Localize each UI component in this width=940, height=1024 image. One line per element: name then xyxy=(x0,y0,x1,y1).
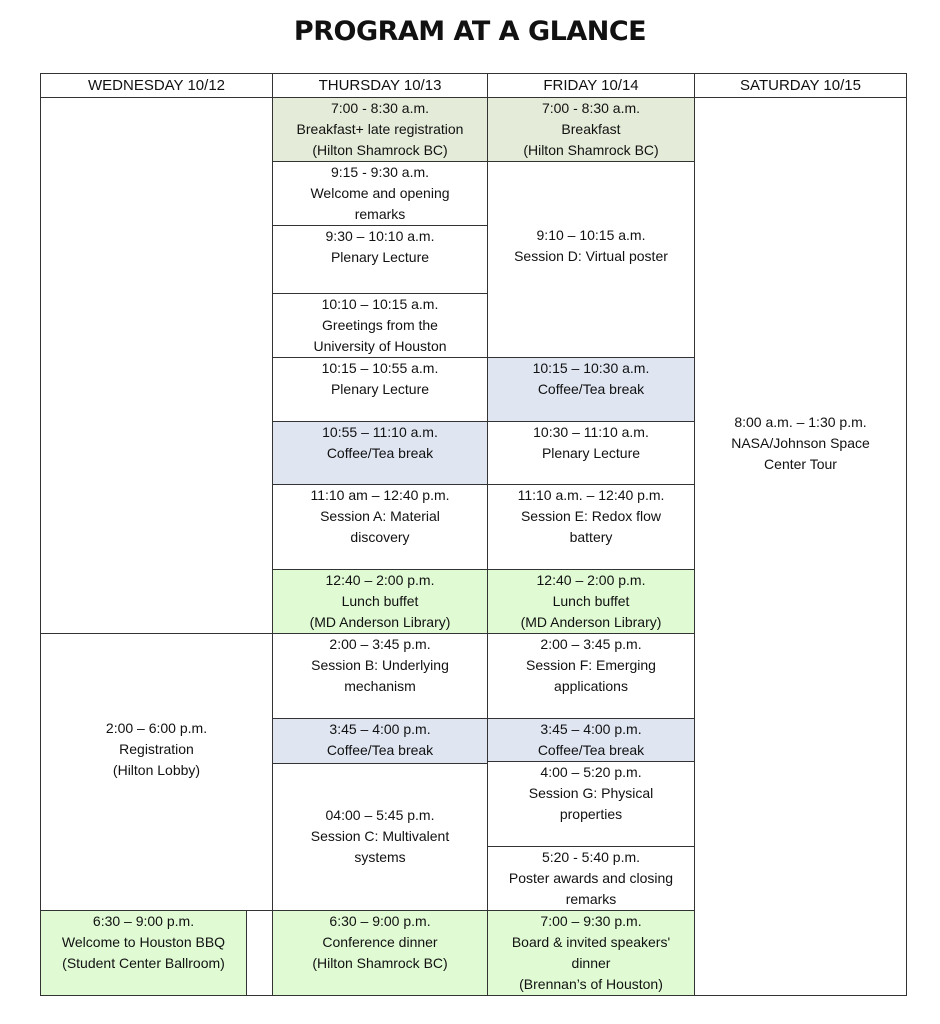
sat-tour-title: NASA/Johnson Space xyxy=(731,435,870,451)
thu-greetings-title: Greetings from the xyxy=(322,317,438,333)
thu-session-a-title: Session A: Material xyxy=(320,508,440,524)
header-friday: FRIDAY 10/14 xyxy=(487,73,695,98)
fri-session-g-title-2: properties xyxy=(559,806,623,822)
wed-bbq-time: 6:30 – 9:00 p.m. xyxy=(92,913,195,929)
thu-session-a-title-2: discovery xyxy=(350,529,410,545)
fri-coffee-2 xyxy=(487,718,695,762)
thu-greetings-title-2: University of Houston xyxy=(313,338,447,354)
header-wednesday: WEDNESDAY 10/12 xyxy=(40,73,273,98)
wed-bottom-edge xyxy=(246,995,273,996)
fri-session-f xyxy=(487,633,695,719)
fri-awards-title-2: remarks xyxy=(565,891,617,907)
thu-breakfast-title: Breakfast+ late registration xyxy=(296,121,464,137)
wed-bbq-location: (Student Center Ballroom) xyxy=(62,955,225,971)
fri-coffee-1-title: Coffee/Tea break xyxy=(537,381,645,397)
header-thursday: THURSDAY 10/13 xyxy=(272,73,488,98)
fri-session-e-time: 11:10 a.m. – 12:40 p.m. xyxy=(517,487,665,503)
fri-lunch xyxy=(487,569,695,634)
thu-plenary-2-time: 10:15 – 10:55 a.m. xyxy=(321,360,439,376)
fri-awards-time: 5:20 - 5:40 p.m. xyxy=(541,849,641,865)
fri-breakfast-location: (Hilton Shamrock BC) xyxy=(523,142,659,158)
page-title: PROGRAM AT A GLANCE xyxy=(293,16,647,47)
fri-plenary xyxy=(487,421,695,485)
thu-session-a xyxy=(272,484,488,570)
fri-dinner-time: 7:00 – 9:30 p.m. xyxy=(540,913,642,929)
wed-registration-location: (Hilton Lobby) xyxy=(112,762,201,778)
thu-coffee-2-time: 3:45 – 4:00 p.m. xyxy=(329,721,431,737)
thu-greetings-time: 10:10 – 10:15 a.m. xyxy=(321,296,439,312)
fri-coffee-1 xyxy=(487,357,695,422)
fri-session-g-title: Session G: Physical xyxy=(528,785,654,801)
thu-breakfast-time: 7:00 - 8:30 a.m. xyxy=(330,100,430,116)
thu-session-c xyxy=(272,763,488,911)
fri-session-e-title: Session E: Redox flow xyxy=(520,508,662,524)
thu-welcome xyxy=(272,161,488,226)
fri-coffee-2-title: Coffee/Tea break xyxy=(537,742,645,758)
thu-plenary-1-time: 9:30 – 10:10 a.m. xyxy=(325,228,435,244)
thu-lunch xyxy=(272,569,488,634)
fri-session-g-time: 4:00 – 5:20 p.m. xyxy=(540,764,642,780)
fri-session-f-time: 2:00 – 3:45 p.m. xyxy=(540,636,642,652)
wed-bbq-title: Welcome to Houston BBQ xyxy=(61,934,226,950)
fri-coffee-2-time: 3:45 – 4:00 p.m. xyxy=(540,721,642,737)
thu-welcome-title-2: remarks xyxy=(354,206,406,222)
thu-breakfast xyxy=(272,97,488,162)
fri-breakfast xyxy=(487,97,695,162)
thu-session-b-title: Session B: Underlying xyxy=(311,657,449,673)
thu-coffee-1 xyxy=(272,421,488,485)
fri-session-d-time: 9:10 – 10:15 a.m. xyxy=(536,227,646,243)
thu-lunch-location: (MD Anderson Library) xyxy=(309,614,451,630)
sat-tour xyxy=(694,97,907,996)
fri-plenary-time: 10:30 – 11:10 a.m. xyxy=(533,424,649,440)
fri-lunch-location: (MD Anderson Library) xyxy=(520,614,662,630)
thu-plenary-1-title: Plenary Lecture xyxy=(330,249,430,265)
thu-welcome-title: Welcome and opening xyxy=(310,185,450,201)
fri-dinner-title-2: dinner xyxy=(571,955,611,971)
fri-dinner xyxy=(487,910,695,996)
wed-registration-time: 2:00 – 6:00 p.m. xyxy=(105,720,208,736)
wed-bbq xyxy=(40,910,247,996)
thu-greetings xyxy=(272,293,488,358)
fri-awards-title: Poster awards and closing xyxy=(508,870,674,886)
thu-welcome-time: 9:15 - 9:30 a.m. xyxy=(330,164,430,180)
thu-lunch-time: 12:40 – 2:00 p.m. xyxy=(325,572,435,588)
thu-coffee-1-time: 10:55 – 11:10 a.m. xyxy=(322,424,438,440)
fri-lunch-title: Lunch buffet xyxy=(552,593,630,609)
thu-session-c-title: Session C: Multivalent xyxy=(310,828,450,844)
wed-registration-title: Registration xyxy=(119,741,194,757)
header-saturday: SATURDAY 10/15 xyxy=(694,73,907,98)
thu-session-b-time: 2:00 – 3:45 p.m. xyxy=(329,636,431,652)
fri-breakfast-time: 7:00 - 8:30 a.m. xyxy=(541,100,641,116)
thu-coffee-1-title: Coffee/Tea break xyxy=(326,445,434,461)
fri-session-d-title: Session D: Virtual poster xyxy=(514,248,668,264)
thu-session-b xyxy=(272,633,488,719)
fri-dinner-title: Board & invited speakers' xyxy=(511,934,671,950)
thu-coffee-2 xyxy=(272,718,488,764)
thu-dinner-title: Conference dinner xyxy=(322,934,438,950)
thu-session-a-time: 11:10 am – 12:40 p.m. xyxy=(310,487,450,503)
fri-session-e-title-2: battery xyxy=(569,529,613,545)
fri-awards xyxy=(487,846,695,911)
thu-plenary-2 xyxy=(272,357,488,422)
thu-dinner-location: (Hilton Shamrock BC) xyxy=(312,955,448,971)
thu-breakfast-location: (Hilton Shamrock BC) xyxy=(312,142,448,158)
thu-lunch-title: Lunch buffet xyxy=(341,593,419,609)
thu-plenary-2-title: Plenary Lecture xyxy=(330,381,430,397)
thu-coffee-2-title: Coffee/Tea break xyxy=(326,742,434,758)
fri-plenary-title: Plenary Lecture xyxy=(541,445,641,461)
fri-session-d xyxy=(487,161,695,358)
thu-dinner-time: 6:30 – 9:00 p.m. xyxy=(329,913,431,929)
thu-session-c-title-2: systems xyxy=(354,849,406,865)
thu-session-b-title-2: mechanism xyxy=(344,678,416,694)
thu-session-c-time: 04:00 – 5:45 p.m. xyxy=(325,807,435,823)
fri-dinner-location: (Brennan’s of Houston) xyxy=(519,976,663,992)
fri-session-e xyxy=(487,484,695,570)
sat-tour-title-2: Center Tour xyxy=(764,456,837,472)
thu-plenary-1 xyxy=(272,225,488,294)
wed-empty-morning xyxy=(40,97,273,634)
fri-lunch-time: 12:40 – 2:00 p.m. xyxy=(536,572,646,588)
fri-coffee-1-time: 10:15 – 10:30 a.m. xyxy=(532,360,650,376)
fri-session-f-title-2: applications xyxy=(554,678,628,694)
sat-tour-time: 8:00 a.m. – 1:30 p.m. xyxy=(734,414,867,430)
wed-registration xyxy=(40,633,273,911)
fri-session-g xyxy=(487,761,695,847)
fri-session-f-title: Session F: Emerging xyxy=(526,657,656,673)
fri-breakfast-title: Breakfast xyxy=(561,121,621,137)
thu-dinner xyxy=(272,910,488,996)
